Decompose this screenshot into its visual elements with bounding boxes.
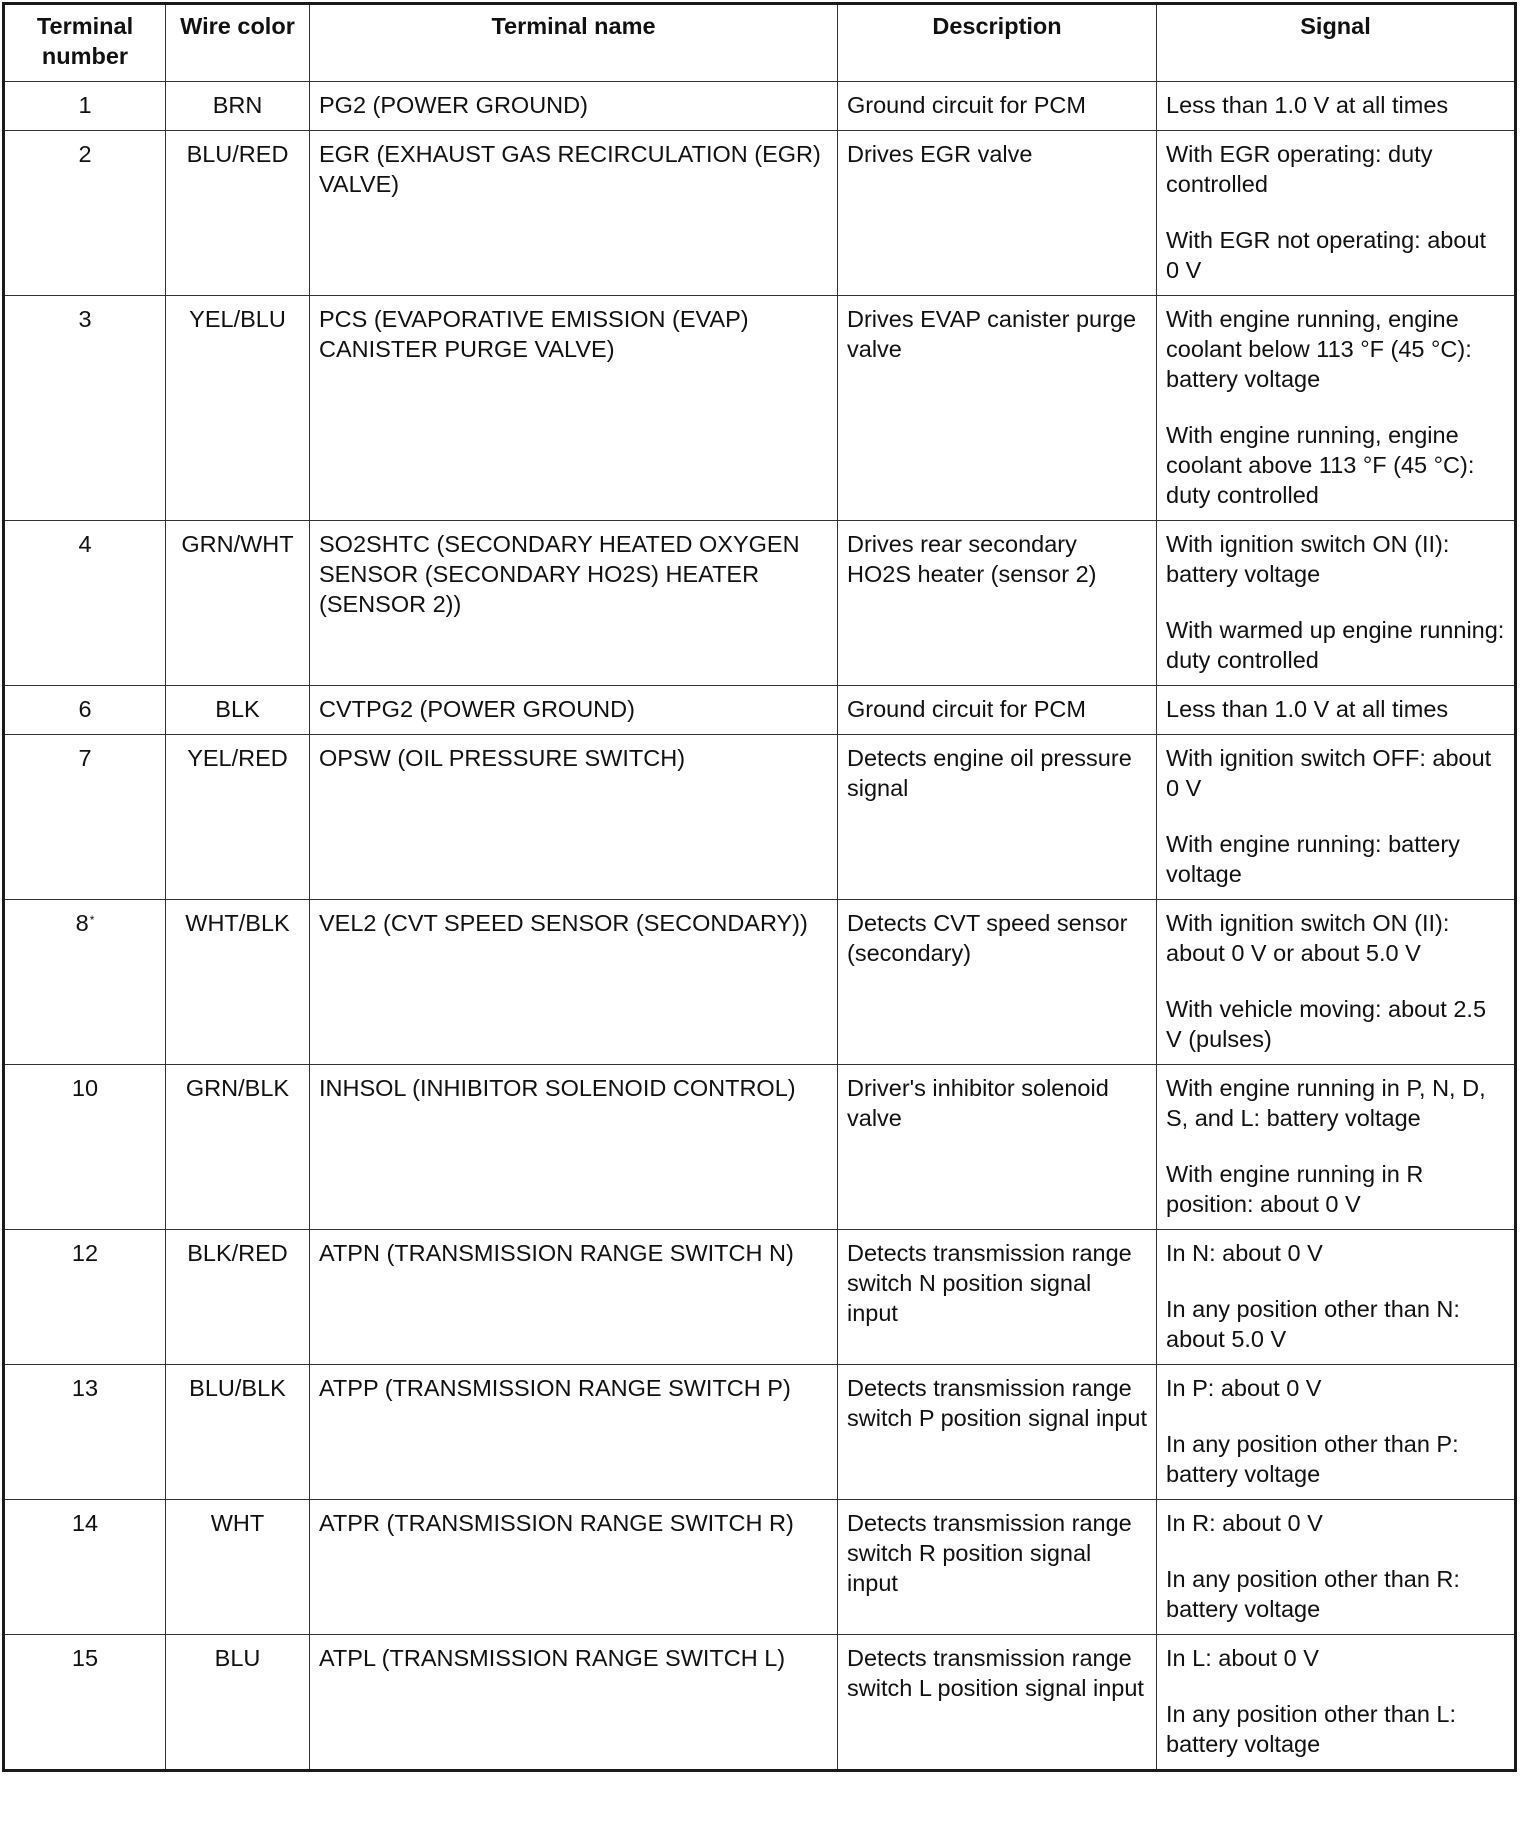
terminal-number-cell [4,1365,166,1500]
signal-condition: With engine running: battery voltage [1166,831,1460,887]
terminal-number-cell [4,82,166,131]
table-row [4,1230,1516,1365]
terminal-number: 10 [71,1075,99,1101]
terminal-description: Driver's inhibitor solenoid valve [838,1065,1157,1230]
terminal-number: 7 [78,745,92,771]
header-terminal-name: Terminal name [310,4,838,82]
table-header [4,4,1516,82]
terminal-description: Drives EVAP canister purge valve [838,296,1157,521]
terminal-description: Detects transmission range switch P position signal input [838,1365,1157,1500]
signal-cell [1157,1500,1516,1635]
terminal-number: 3 [78,306,92,332]
header-description: Description [838,4,1157,82]
terminal-description: Detects engine oil pressure signal [838,735,1157,900]
terminal-description: Detects transmission range switch R position signal input [838,1500,1157,1635]
terminal-number: 15 [71,1645,99,1671]
terminal-number: 6 [78,696,92,722]
signal-cell [1157,900,1516,1065]
table-row [4,521,1516,686]
signal-condition: In any position other than L: battery voltage [1166,1701,1457,1757]
wire-color: BLU/RED [166,131,310,296]
wire-color: BLU/BLK [166,1365,310,1500]
table-row [4,1065,1516,1230]
table-body [4,82,1516,1771]
table-row [4,900,1516,1065]
terminal-description: Drives rear secondary HO2S heater (sensor 2) [838,521,1157,686]
terminal-number-cell [4,686,166,735]
terminal-number-cell [4,1500,166,1635]
signal-cell [1157,1230,1516,1365]
signal-condition: With ignition switch ON (II): about 0 V or about 5.0 V [1166,910,1450,966]
terminal-name: ATPN (TRANSMISSION RANGE SWITCH N) [310,1230,838,1365]
terminal-number: 1 [78,92,92,118]
header-terminal-number: Terminal number [4,4,166,82]
signal-condition: In any position other than P: battery voltage [1166,1431,1459,1487]
terminal-number: 4 [78,531,92,557]
terminal-name: OPSW (OIL PRESSURE SWITCH) [310,735,838,900]
terminal-number: 2 [78,141,92,167]
signal-condition: With warmed up engine running: duty controlled [1166,617,1505,673]
signal-cell [1157,735,1516,900]
header-wire-color: Wire color [166,4,310,82]
terminal-name: SO2SHTC (SECONDARY HEATED OXYGEN SENSOR (SECONDARY HO2S) HEATER (SENSOR 2)) [310,521,838,686]
terminal-number-cell [4,900,166,1065]
terminal-name: VEL2 (CVT SPEED SENSOR (SECONDARY)) [310,900,838,1065]
signal-condition: Less than 1.0 V at all times [1166,92,1449,118]
terminal-number-cell [4,296,166,521]
signal-condition: With engine running in P, N, D, S, and L: battery voltage [1166,1075,1486,1131]
terminal-name: ATPR (TRANSMISSION RANGE SWITCH R) [310,1500,838,1635]
signal-condition: With ignition switch OFF: about 0 V [1166,745,1492,801]
wire-color: YEL/RED [166,735,310,900]
terminal-number-cell [4,1065,166,1230]
signal-cell [1157,131,1516,296]
table-row [4,296,1516,521]
signal-cell [1157,686,1516,735]
terminal-name: ATPP (TRANSMISSION RANGE SWITCH P) [310,1365,838,1500]
footnote-marker: * [89,913,95,927]
terminal-description: Detects CVT speed sensor (secondary) [838,900,1157,1065]
terminal-number: 12 [71,1240,99,1266]
signal-condition: With EGR not operating: about 0 V [1166,227,1487,283]
pcm-terminal-table [2,2,1517,1772]
table-row [4,1635,1516,1771]
wire-color: WHT/BLK [166,900,310,1065]
terminal-number-cell [4,735,166,900]
terminal-number: 14 [71,1510,99,1536]
wire-color: WHT [166,1500,310,1635]
wire-color: BRN [166,82,310,131]
wire-color: BLU [166,1635,310,1771]
signal-condition: Less than 1.0 V at all times [1166,696,1449,722]
header-row [4,4,1516,82]
wire-color: YEL/BLU [166,296,310,521]
table-row [4,131,1516,296]
header-signal: Signal [1157,4,1516,82]
terminal-description: Detects transmission range switch N position signal input [838,1230,1157,1365]
signal-condition: With engine running, engine coolant below 113 °F (45 °C): battery voltage [1166,306,1472,392]
terminal-number: 13 [71,1375,99,1401]
terminal-number-cell [4,521,166,686]
table-row [4,82,1516,131]
signal-cell [1157,1365,1516,1500]
wire-color: GRN/WHT [166,521,310,686]
signal-condition: In any position other than N: about 5.0 V [1166,1296,1460,1352]
terminal-description: Ground circuit for PCM [838,686,1157,735]
terminal-name: EGR (EXHAUST GAS RECIRCULATION (EGR) VALVE) [310,131,838,296]
signal-cell [1157,296,1516,521]
signal-cell [1157,521,1516,686]
table-row [4,686,1516,735]
wire-color: GRN/BLK [166,1065,310,1230]
terminal-name: PCS (EVAPORATIVE EMISSION (EVAP) CANISTER PURGE VALVE) [310,296,838,521]
table-row [4,1365,1516,1500]
terminal-description: Detects transmission range switch L position signal input [838,1635,1157,1771]
signal-condition: With ignition switch ON (II): battery voltage [1166,531,1450,587]
terminal-name: ATPL (TRANSMISSION RANGE SWITCH L) [310,1635,838,1771]
signal-cell [1157,1065,1516,1230]
terminal-number-cell [4,1230,166,1365]
terminal-description: Drives EGR valve [838,131,1157,296]
signal-condition: With vehicle moving: about 2.5 V (pulses) [1166,996,1487,1052]
signal-condition: With engine running in R position: about 0 V [1166,1161,1424,1217]
signal-condition: In N: about 0 V [1166,1240,1323,1266]
signal-condition: With EGR operating: duty controlled [1166,141,1433,197]
table-row [4,1500,1516,1635]
signal-condition: In R: about 0 V [1166,1510,1323,1536]
signal-condition: In P: about 0 V [1166,1375,1322,1401]
signal-condition: With engine running, engine coolant above 113 °F (45 °C): duty controlled [1166,422,1475,508]
wire-color: BLK/RED [166,1230,310,1365]
terminal-name: INHSOL (INHIBITOR SOLENOID CONTROL) [310,1065,838,1230]
signal-cell [1157,1635,1516,1771]
signal-condition: In any position other than R: battery voltage [1166,1566,1460,1622]
terminal-name: PG2 (POWER GROUND) [310,82,838,131]
signal-condition: In L: about 0 V [1166,1645,1319,1671]
terminal-description: Ground circuit for PCM [838,82,1157,131]
terminal-number-cell [4,131,166,296]
terminal-name: CVTPG2 (POWER GROUND) [310,686,838,735]
table-row [4,735,1516,900]
terminal-number-cell [4,1635,166,1771]
terminal-number: 8 [75,910,89,936]
signal-cell [1157,82,1516,131]
wire-color: BLK [166,686,310,735]
